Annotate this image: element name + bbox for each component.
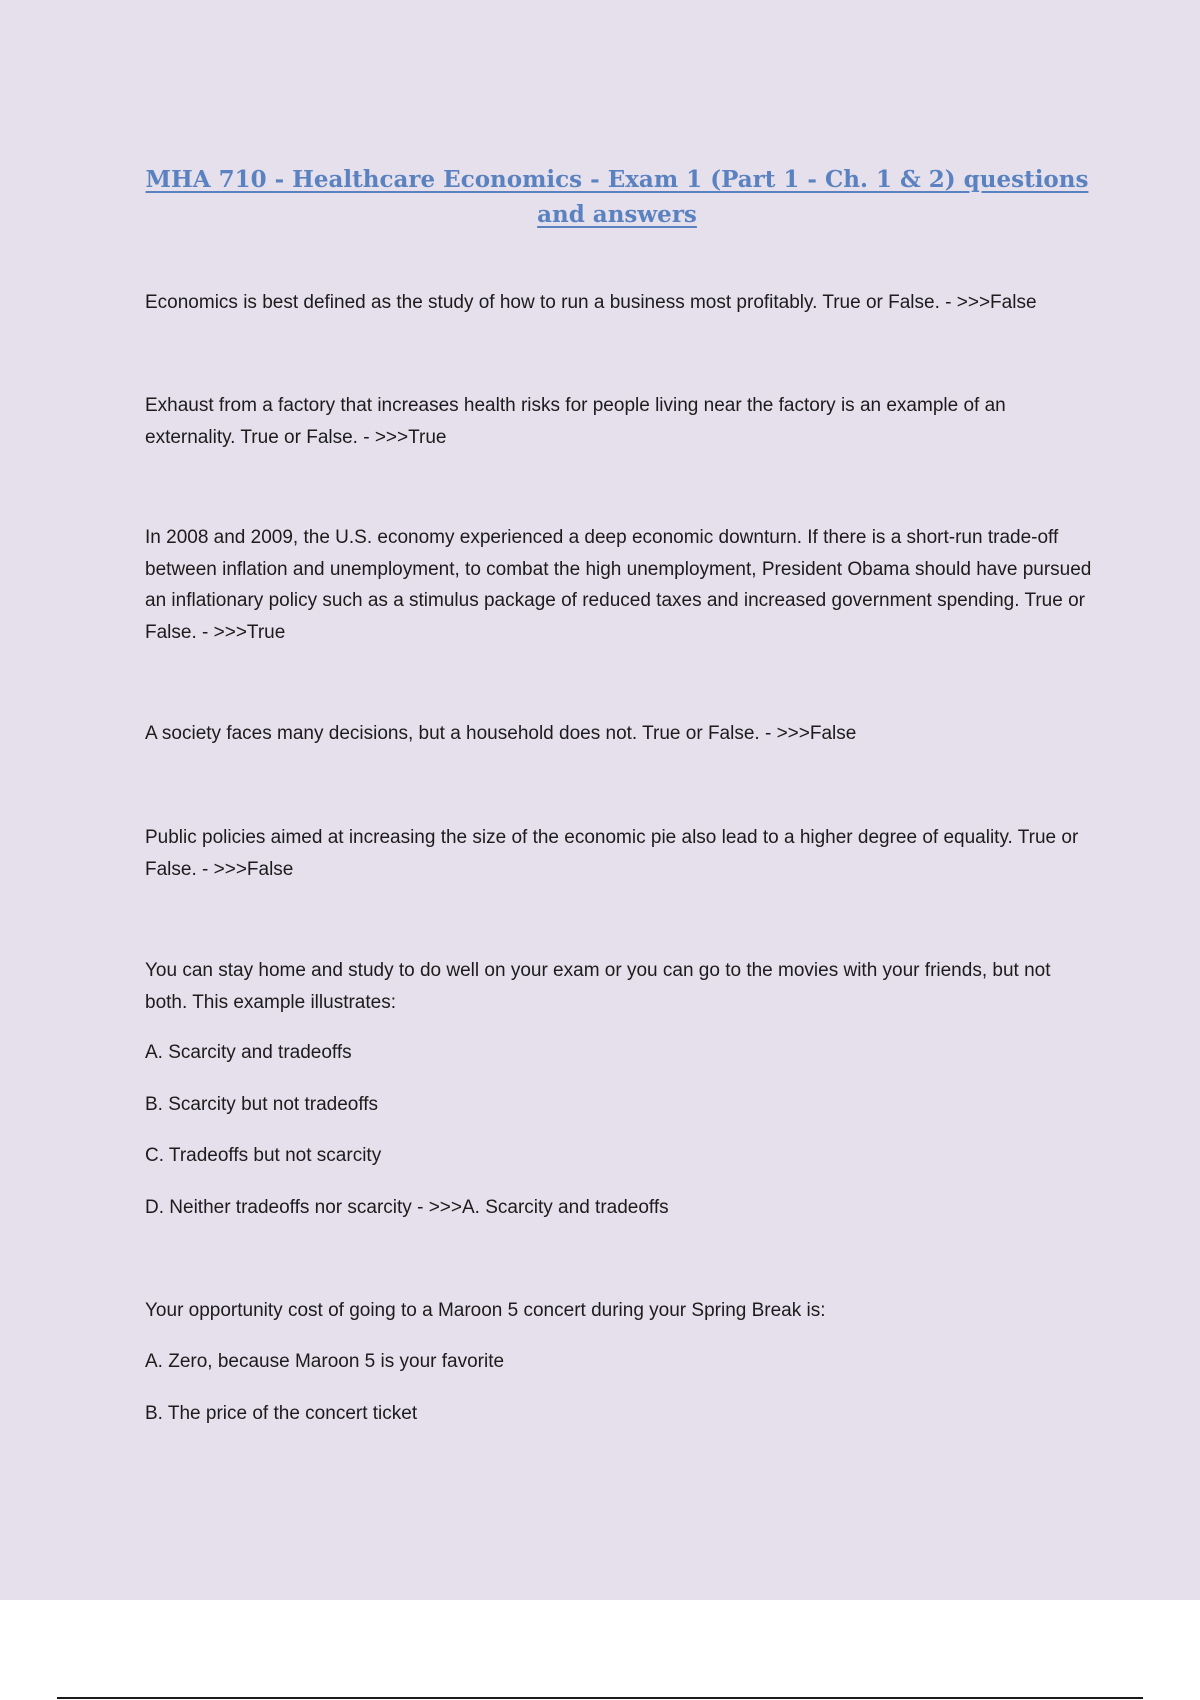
- question-7: Your opportunity cost of going to a Maroon 5 concert during your Spring Break is:: [145, 1300, 826, 1321]
- q6-option-d-answer: D. Neither tradeoffs nor scarcity - >>>A. Scarcity and tradeoffs: [145, 1197, 669, 1218]
- q6-option-b: B. Scarcity but not tradeoffs: [145, 1094, 379, 1115]
- q6-option-a: A. Scarcity and tradeoffs: [145, 1042, 352, 1063]
- footer-divider: [57, 1697, 1143, 1699]
- question-1: Economics is best defined as the study of how to run a business most profitably. True or False. - >>>False: [145, 292, 1037, 313]
- question-3: In 2008 and 2009, the U.S. economy experienced a deep economic downturn. If there is a short-run trade-off between inflation and unemployment, to combat the high unemployment, President Obama should have pursued an inflationary policy such as a stimulus package of reduced taxes and increased government spending. True or False. - >>>True: [145, 527, 1092, 643]
- document-title: MHA 710 - Healthcare Economics - Exam 1 (Part 1 - Ch. 1 & 2) questions and answers: [145, 166, 1089, 228]
- question-4: A society faces many decisions, but a household does not. True or False. - >>>False: [145, 723, 857, 744]
- q6-option-c: C. Tradeoffs but not scarcity: [145, 1145, 382, 1166]
- question-5: Public policies aimed at increasing the size of the economic pie also lead to a higher degree of equality. True or False. - >>>False: [145, 827, 1079, 880]
- question-2: Exhaust from a factory that increases health risks for people living near the factory is an example of an externality. True or False. - >>>True: [145, 395, 1006, 448]
- q7-option-a: A. Zero, because Maroon 5 is your favorite: [145, 1351, 505, 1372]
- question-6: You can stay home and study to do well on your exam or you can go to the movies with your friends, but not both. This example illustrates:: [145, 960, 1051, 1013]
- q7-option-b: B. The price of the concert ticket: [145, 1403, 418, 1424]
